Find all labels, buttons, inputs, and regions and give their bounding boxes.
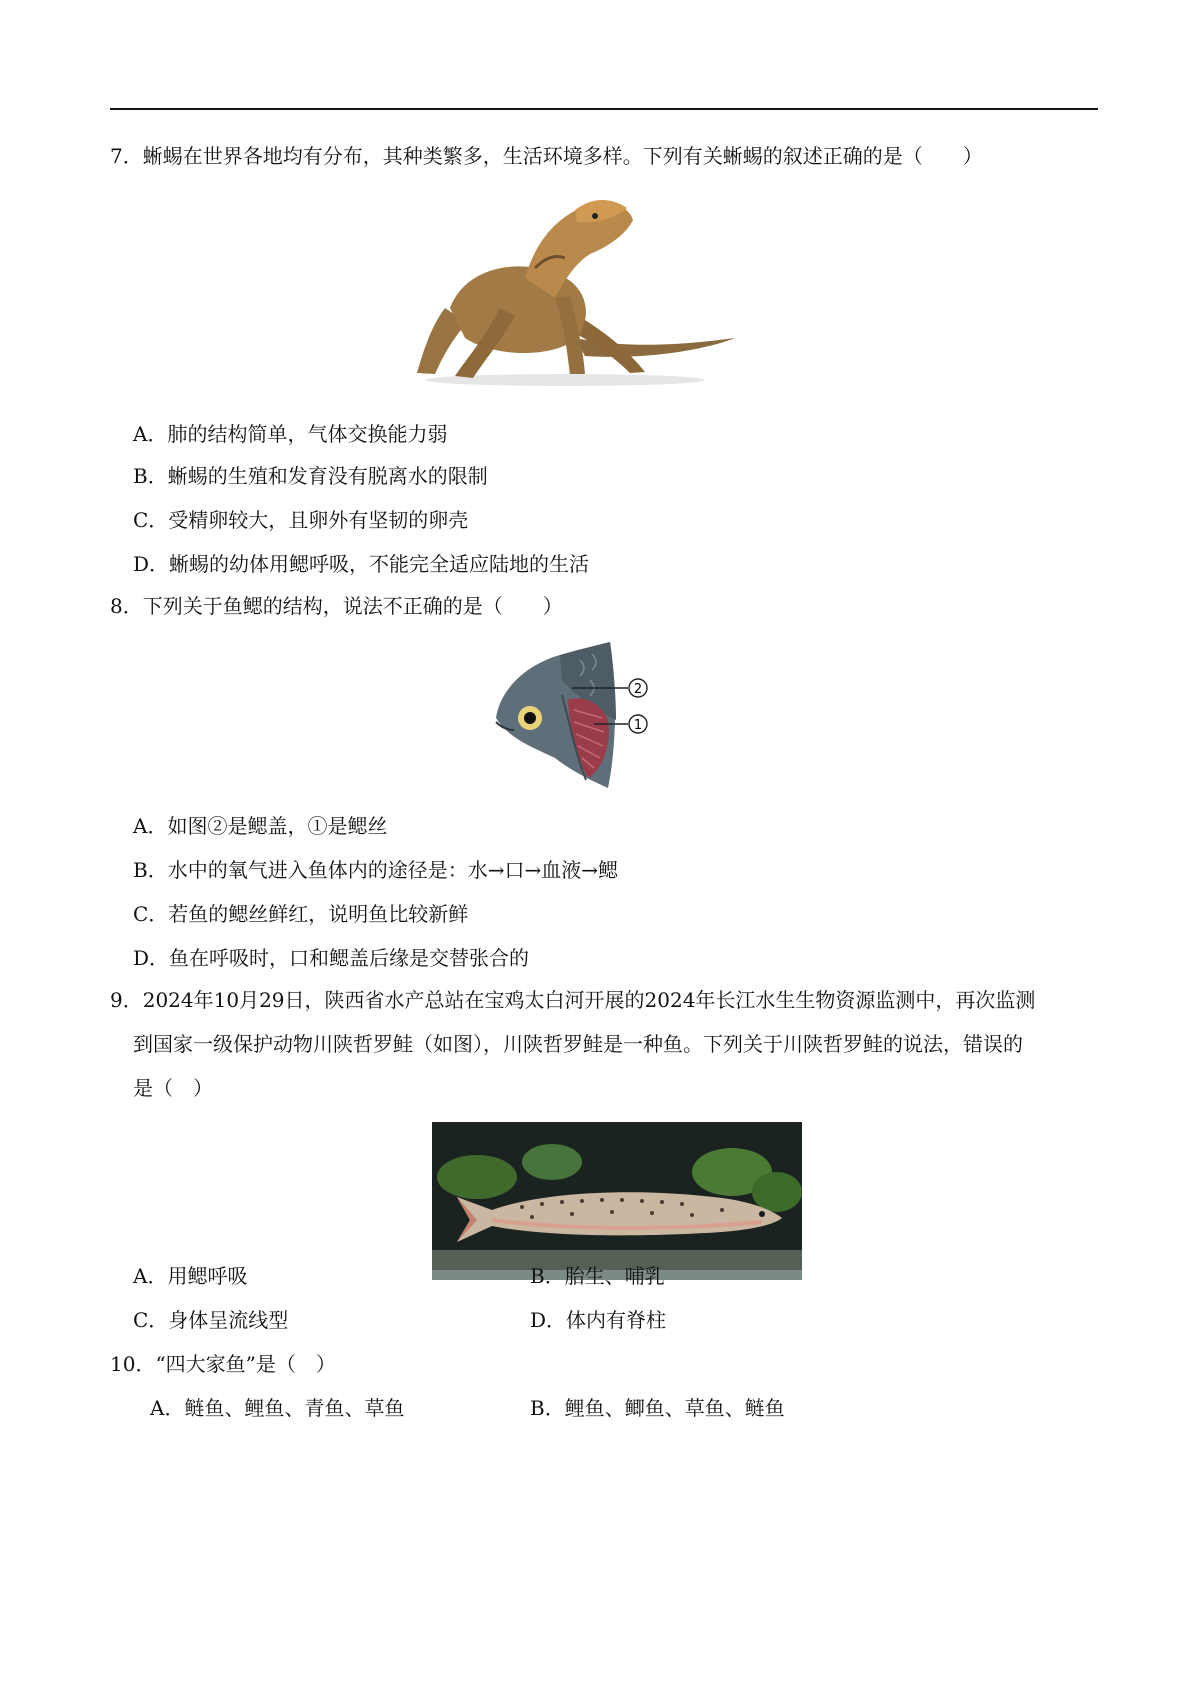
label-gill-filament: 1 xyxy=(633,718,643,733)
question-8-stem: 8．下列关于鱼鳃的结构，说法不正确的是（ ） xyxy=(110,594,563,618)
lizard-image xyxy=(405,188,745,388)
question-9-option-b: B．胎生、哺乳 xyxy=(530,1264,665,1288)
question-7-option-a: A．肺的结构简单，气体交换能力弱 xyxy=(133,422,448,446)
question-9-option-d: D．体内有脊柱 xyxy=(530,1308,667,1332)
question-8-option-b: B．水中的氧气进入鱼体内的途径是：水→口→血液→鳃 xyxy=(133,858,618,882)
question-9-stem-line-2: 到国家一级保护动物川陕哲罗鲑（如图），川陕哲罗鲑是一种鱼。下列关于川陕哲罗鲑的说法，错误的 xyxy=(133,1032,1023,1056)
question-9-option-c: C．身体呈流线型 xyxy=(133,1308,289,1332)
question-10-stem: 10．“四大家鱼”是（ ） xyxy=(110,1352,336,1376)
question-7-option-c: C．受精卵较大，且卵外有坚韧的卵壳 xyxy=(133,508,469,532)
question-9-stem-line-3: 是（ ） xyxy=(133,1076,213,1100)
question-8-option-a: A．如图②是鳃盖，①是鳃丝 xyxy=(133,814,388,838)
question-7-option-d: D．蜥蜴的幼体用鳃呼吸，不能完全适应陆地的生活 xyxy=(133,552,590,576)
fish-gill-diagram xyxy=(490,640,660,790)
header-rule xyxy=(110,108,1098,110)
question-8-option-c: C．若鱼的鳃丝鲜红，说明鱼比较新鲜 xyxy=(133,902,469,926)
question-7-stem: 7．蜥蜴在世界各地均有分布，其种类繁多，生活环境多样。下列有关蜥蜴的叙述正确的是（ ） xyxy=(110,144,983,168)
question-7-option-b: B．蜥蜴的生殖和发育没有脱离水的限制 xyxy=(133,464,488,488)
question-8-option-d: D．鱼在呼吸时，口和鳃盖后缘是交替张合的 xyxy=(133,946,530,970)
question-9-option-a: A．用鳃呼吸 xyxy=(133,1264,248,1288)
question-10-option-b: B．鲤鱼、鲫鱼、草鱼、鲢鱼 xyxy=(530,1396,785,1420)
label-operculum: 2 xyxy=(633,682,643,697)
taimen-fish-photo xyxy=(432,1122,802,1280)
question-10-option-a: A．鲢鱼、鲤鱼、青鱼、草鱼 xyxy=(150,1396,405,1420)
question-9-stem-line-1: 9．2024年10月29日，陕西省水产总站在宝鸡太白河开展的2024年长江水生生物资源监测中，再次监测 xyxy=(110,988,1036,1012)
